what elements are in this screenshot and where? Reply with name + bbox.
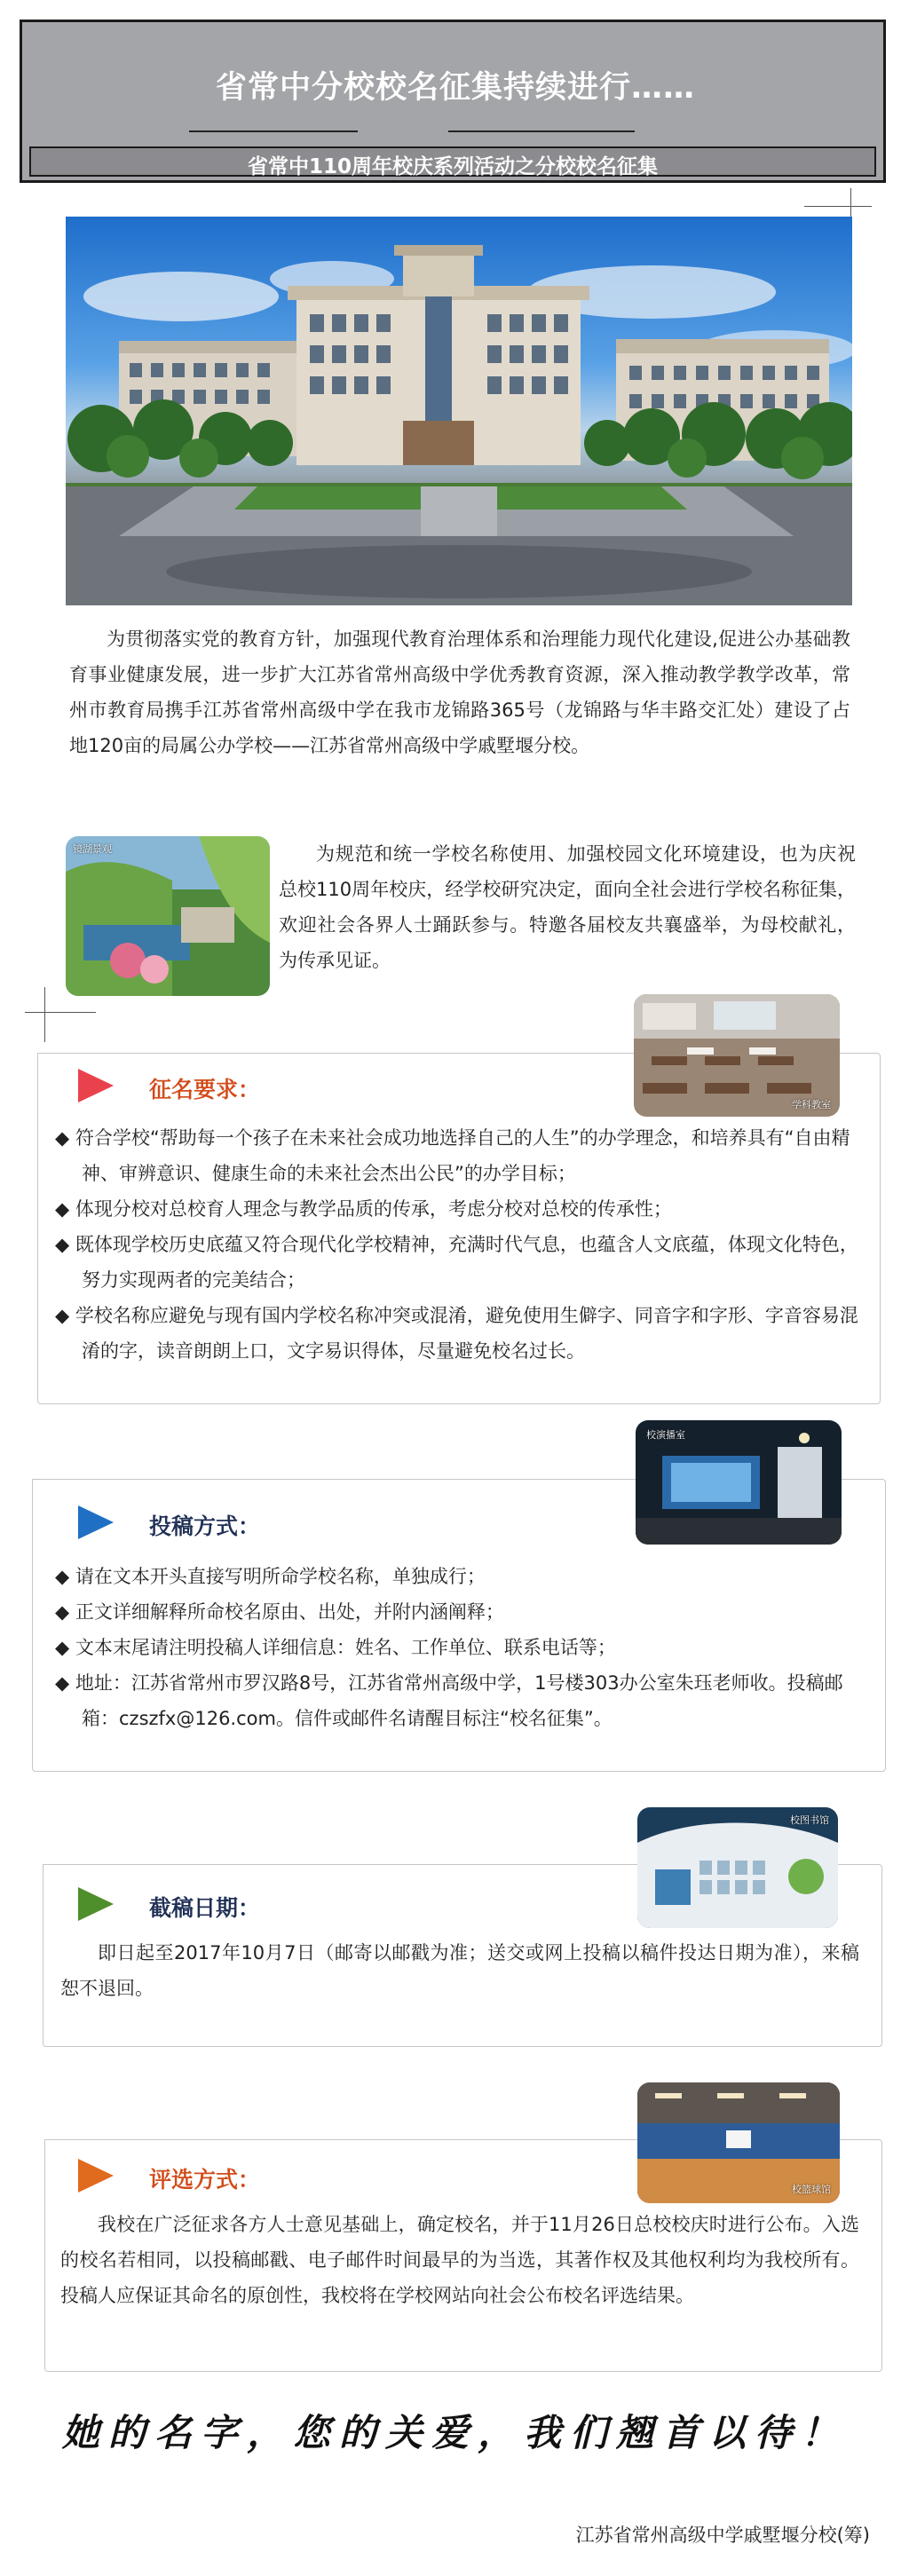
selection-arrow-icon [78,2159,114,2193]
submission-title: 投稿方式： [149,1513,261,1539]
requirements-arrow-icon [78,1069,114,1102]
thumb-caption: 学科教室 [792,1099,831,1110]
title-underline-left [189,130,358,132]
title-underline-right [448,130,635,132]
list-item: ◆ 体现分校对总校育人理念与教学品质的传承，考虑分校对总校的传承性； [55,1198,672,1220]
lake-view-thumbnail [66,836,270,996]
requirements-list [55,1120,861,1369]
classroom-thumbnail [634,994,840,1117]
page-subtitle: 省常中110周年校庆系列活动之分校校名征集 [247,155,658,178]
requirements-title: 征名要求： [149,1077,261,1102]
lake-view-illustration [66,836,270,996]
deco-line [804,206,872,207]
subtitle-band [29,146,876,177]
thumb-caption: 校演播室 [646,1429,685,1441]
basketball-hall-thumbnail [637,2082,840,2203]
deadline-arrow-icon [78,1887,114,1921]
selection-title: 评选方式： [149,2167,261,2193]
list-item: ◆ 既体现学校历史底蕴又符合现代化学校精神，充满时代气息，也蕴含人文底蕴，体现文化特色，努力实现两者的完美结合； [55,1234,858,1291]
library-thumbnail [637,1807,838,1928]
list-item: ◆ 地址：江苏省常州市罗汉路8号，江苏省常州高级中学，1号楼303办公室朱珏老师收。投稿邮箱：czszfx@126.com。信件或邮件名请醒目标注“校名征集”。 [55,1672,843,1729]
thumb-caption: 镜湖景观 [73,843,112,855]
header-banner [20,20,886,183]
list-item: ◆ 符合学校“帮助每一个孩子在未来社会成功地选择自己的人生”的办学理念，和培养具有“自由精神、审辨意识、健康生命的未来社会杰出公民”的办学目标； [55,1127,850,1184]
submission-arrow-icon [78,1505,114,1539]
slogan-calligraphy: 她的名字，您的关爱，我们翘首以待！ [61,2411,847,2454]
list-item: ◆ 学校名称应避免与现有国内学校名称冲突或混淆，避免使用生僻字、同音字和字形、字音容易混淆的字，读音朗朗上口，文字易识得体，尽量避免校名过长。 [55,1305,858,1362]
thumb-caption: 校篮球馆 [792,2184,831,2195]
deadline-title: 截稿日期： [149,1895,261,1921]
list-item: ◆ 请在文本开头直接写明所命学校名称，单独成行； [55,1566,486,1587]
deco-line [44,987,45,1042]
studio-thumbnail [636,1420,842,1545]
list-item: ◆ 正文详细解释所命校名原由、出处，并附内涵阐释； [55,1601,504,1623]
campus-building-illustration [66,217,852,605]
intro-paragraph-2: 为规范和统一学校名称使用、加强校园文化环境建设，也为庆祝总校110周年校庆，经学校研究决定，面向全社会进行学校名称征集，欢迎社会各界人士踊跃参与。特邀各届校友共襄盛举，为母校献礼，为传承见证。 [279,843,856,971]
deadline-text: 即日起至2017年10月7日（邮寄以邮戳为准；送交或网上投稿以稿件投达日期为准），来稿恕不退回。 [60,1942,859,1999]
thumb-caption: 校图书馆 [790,1814,829,1826]
selection-text: 我校在广泛征求各方人士意见基础上，确定校名，并于11月26日总校校庆时进行公布。入选的校名若相同，以投稿邮戳、电子邮件时间最早的为当选，其著作权及其他权利均为我校所有。投稿人应保证其命名的原创性，我校将在学校网站向社会公布校名评选结果。 [60,2214,859,2306]
submission-list [55,1559,865,1736]
signature: 江苏省常州高级中学戚墅堰分校(筹) [575,2525,870,2546]
deco-line [25,1012,96,1013]
page-title: 省常中分校校名征集持续进行…… [215,70,695,106]
intro-paragraph: 为贯彻落实党的教育方针，加强现代教育治理体系和治理能力现代化建设,促进公办基础教育事业健康发展，进一步扩大江苏省常州高级中学优秀教育资源，深入推动教学教学改革，常州市教育局携手江苏省常州高级中学在我市龙锦路365号（龙锦路与华丰路交汇处）建设了占地120亩的局属公办学校——江苏省常州高级中学戚墅堰分校。 [69,628,850,756]
campus-hero-photo [66,217,852,605]
list-item: ◆ 文本末尾请注明投稿人详细信息：姓名、工作单位、联系电话等； [55,1637,616,1658]
